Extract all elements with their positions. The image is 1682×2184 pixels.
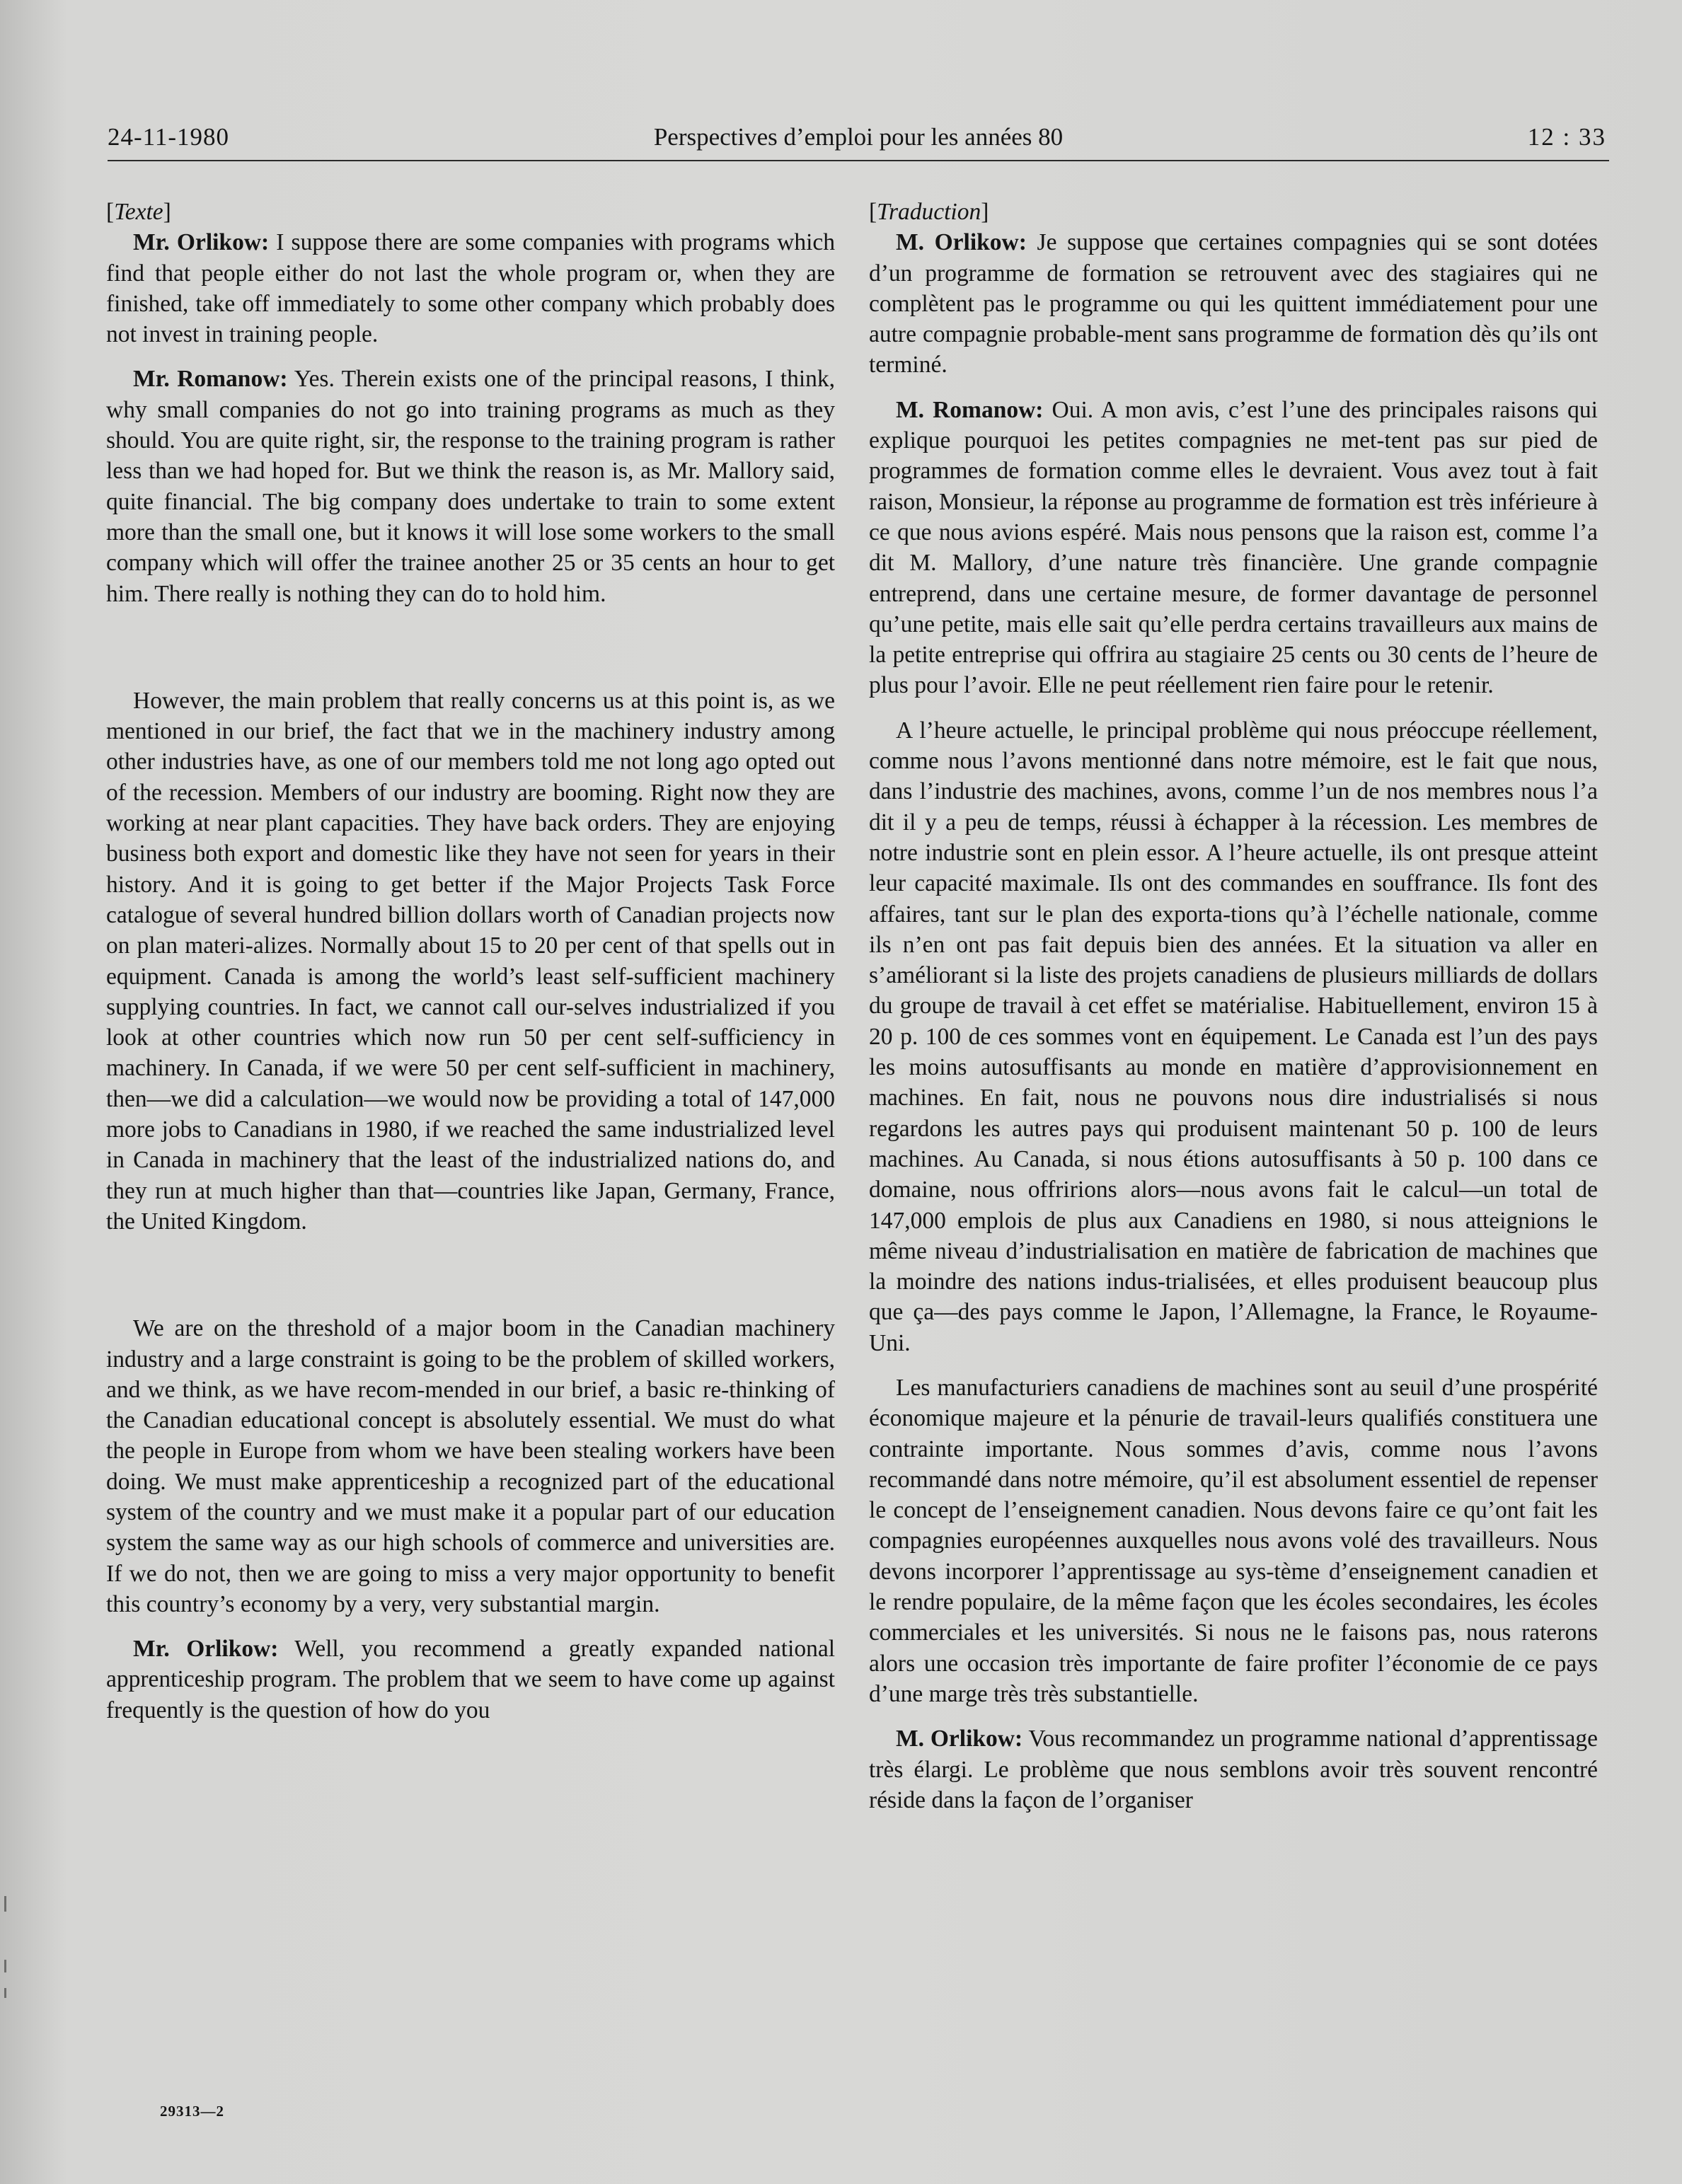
paragraph-text: Well, you recommend a greatly expanded national apprenticeship program. The problem that we seem to have come up against frequently is the question of how do you (106, 1636, 835, 1723)
paragraph-text: Vous recommandez un programme national d’apprentissage très élargi. Le problème que nous semblons avoir très souvent rencontré réside dans la façon de l’organiser (869, 1726, 1598, 1813)
column-label: [Texte] (106, 199, 171, 225)
scan-edge-mark (4, 1960, 6, 1972)
label-text: Texte (114, 199, 163, 225)
header-page-number: 12 : 33 (1527, 123, 1606, 151)
speaker-name: M. Romanow: (896, 396, 1044, 423)
paragraph-text: I suppose there are some companies with programs which find that people either do not last the whole program or, when they are finished, take off immediately to some other company which probably does not invest in training people. (106, 229, 835, 348)
label-text: Traduction (877, 199, 981, 225)
paragraph (106, 1634, 835, 1726)
english-column (106, 197, 835, 1726)
french-column (869, 197, 1598, 1815)
header-title: Perspectives d’emploi pour les années 80 (653, 123, 1064, 151)
speaker-name: Mr. Orlikow: (133, 229, 270, 256)
header-date: 24-11-1980 (108, 123, 230, 151)
paragraph: A l’heure actuelle, le principal problème qui nous préoccupe réellement, comme nous l’avons mentionné dans notre mémoire, est le fait que nous, dans l’industrie des machines, avons, comme l’un de nos membres nous l’a dit il y a peu de temps, réussi à échapper à la récession. Les membres de notre industrie sont en plein essor. A l’heure actuelle, ils ont presque atteint leur capacité maximale. Ils ont des commandes en souffrance. Ils font des affaires, tant sur le plan des exporta-tions qu’à l’échelle nationale, comme ils n’en ont pas fait depuis bien des années. Et la situation va aller en s’améliorant si la liste des projets canadiens de plusieurs milliards de dollars du groupe de travail à cet effet se matérialise. Habituellement, environ 15 à 20 p. 100 de ces sommes vont en équipement. Le Canada est l’un des pays les moins autosuffisants au monde en matière d’approvisionnement en machines. En fait, nous ne pouvons nous dire industrialisés si nous regardons les autres pays qui produisent maintenant 50 p. 100 de leurs machines. Au Canada, si nous étions autosuffisants à 50 p. 100 dans ce domaine, nous offririons alors—nous avons fait le calcul—un total de 147,000 emplois de plus aux Canadiens en 1980, si nous atteignions le même niveau d’industrialisation en matière de fabrication de machines que la moindre des nations indus-trialisées, et elles produisent beaucoup plus que ça—des pays comme le Japon, l’Allemagne, la France, le Royaume-Uni. (869, 717, 1598, 1356)
paragraph (869, 227, 1598, 380)
paragraph: However, the main problem that really concerns us at this point is, as we mentioned in our brief, the fact that we in the machinery industry among other industries have, as one of our members told me not long ago opted out of the recession. Members of our industry are booming. Right now they are working at near plant capacities. They have back orders. They are enjoying business both export and domestic like they have not seen for years in their history. And it is going to get better if the Major Projects Task Force catalogue of several hundred billion dollars worth of Canadian projects now on plan materi-alizes. Normally about 15 to 20 per cent of that spells out in equipment. Canada is among the world’s least self-sufficient machinery supplying countries. In fact, we cannot call our-selves industrialized if you look at other countries which now run 50 per cent self-sufficiency in machinery. In Canada, if we were 50 per cent self-sufficient in machinery, then—we did a calculation—we would now be providing a total of 147,000 more jobs to Canadians in 1980, if we reached the same industrialized level in Canada in machinery that the least of the industrialized nations do, and they run at much higher than that—countries like Japan, Germany, France, the United Kingdom. (106, 687, 835, 1235)
paragraph (106, 364, 835, 608)
footer-code: 29313—2 (160, 2103, 224, 2120)
running-header (108, 120, 1609, 161)
speaker-name: M. Orlikow: (896, 229, 1027, 256)
speaker-name: Mr. Romanow: (133, 366, 288, 393)
paragraph-text: Yes. Therein exists one of the principal reasons, I think, why small companies do not go into training programs as much as they should. You are quite right, sir, the response to the training program is rather less than we had hoped for. But we think the reason is, as Mr. Mallory said, quite financial. The big company does undertake to train to some extent more than the small one, but it knows it will lose some workers to the small company which will offer the trainee another 25 or 35 cents an hour to get him. There really is nothing they can do to hold him. (106, 366, 835, 607)
paragraph-text: Oui. A mon avis, c’est l’une des principales raisons qui explique pourquoi les petites compagnies ne met-tent pas sur pied de programmes de formation comme elles le devraient. Vous avez tout à fait raison, Monsieur, la réponse au programme de formation est très inférieure à ce que nous avions espéré. Mais nous pensons que la raison est, comme l’a dit M. Mallory, d’une nature très financière. Une grande compagnie entreprend, dans une certaine mesure, de former davantage de personnel qu’une petite, mais elle sait qu’elle perdra certains travailleurs aux mains de la petite entreprise qui offrira au stagiaire 25 cents ou 30 cents de l’heure de plus pour l’avoir. Elle ne peut réellement rien faire pour le retenir. (869, 396, 1598, 699)
paragraph: Les manufacturiers canadiens de machines sont au seuil d’une prospérité économique majeure et la pénurie de travail-leurs qualifiés constituera une contrainte importante. Nous sommes d’avis, comme nous l’avons recommandé dans notre mémoire, qu’il est absolument essentiel de repenser le concept de l’enseignement canadien. Nous devons faire ce qu’ont fait les compagnies européennes auxquelles nous avons volé des travailleurs. Nous devons incorporer l’apprentissage au sys-tème d’enseignement canadien et le rendre populaire, de la même façon que les écoles secondaires, les écoles commerciales et les universités. Si nous ne le faisons pas, nous raterons alors une occasion très importante de faire profiter l’économie de ce pays d’une marge très très substantielle. (869, 1374, 1598, 1707)
paragraph (869, 1723, 1598, 1815)
scan-edge-mark (4, 1896, 6, 1912)
speaker-name: M. Orlikow: (896, 1726, 1023, 1752)
scan-edge-mark (4, 1988, 6, 1998)
paragraph (869, 395, 1598, 701)
paragraph: We are on the threshold of a major boom in the Canadian machinery industry and a large constraint is going to be the problem of skilled workers, and we think, as we have recom-mended in our brief, a basic re-thinking of the Canadian educational concept is absolutely essential. We must do what the people in Europe from whom we have been stealing workers have been doing. We must make apprenticeship a recognized part of the educational system of the country and we must make it a popular part of our education system the same way as our high schools of commerce and universities are. If we do not, then we are going to miss a very major opportunity to benefit this country’s economy by a very, very substantial margin. (106, 1315, 835, 1617)
speaker-name: Mr. Orlikow: (133, 1636, 279, 1663)
paragraph-text: Je suppose que certaines compagnies qui se sont dotées d’un programme de formation se retrouvent avec des stagiaires qui ne complètent pas le programme ou qui les quittent immédiatement pour une autre compagnie probable-ment sans programme de formation dès qu’ils ont terminé. (869, 229, 1598, 379)
paragraph (106, 227, 835, 349)
column-label: [Traduction] (869, 199, 989, 225)
